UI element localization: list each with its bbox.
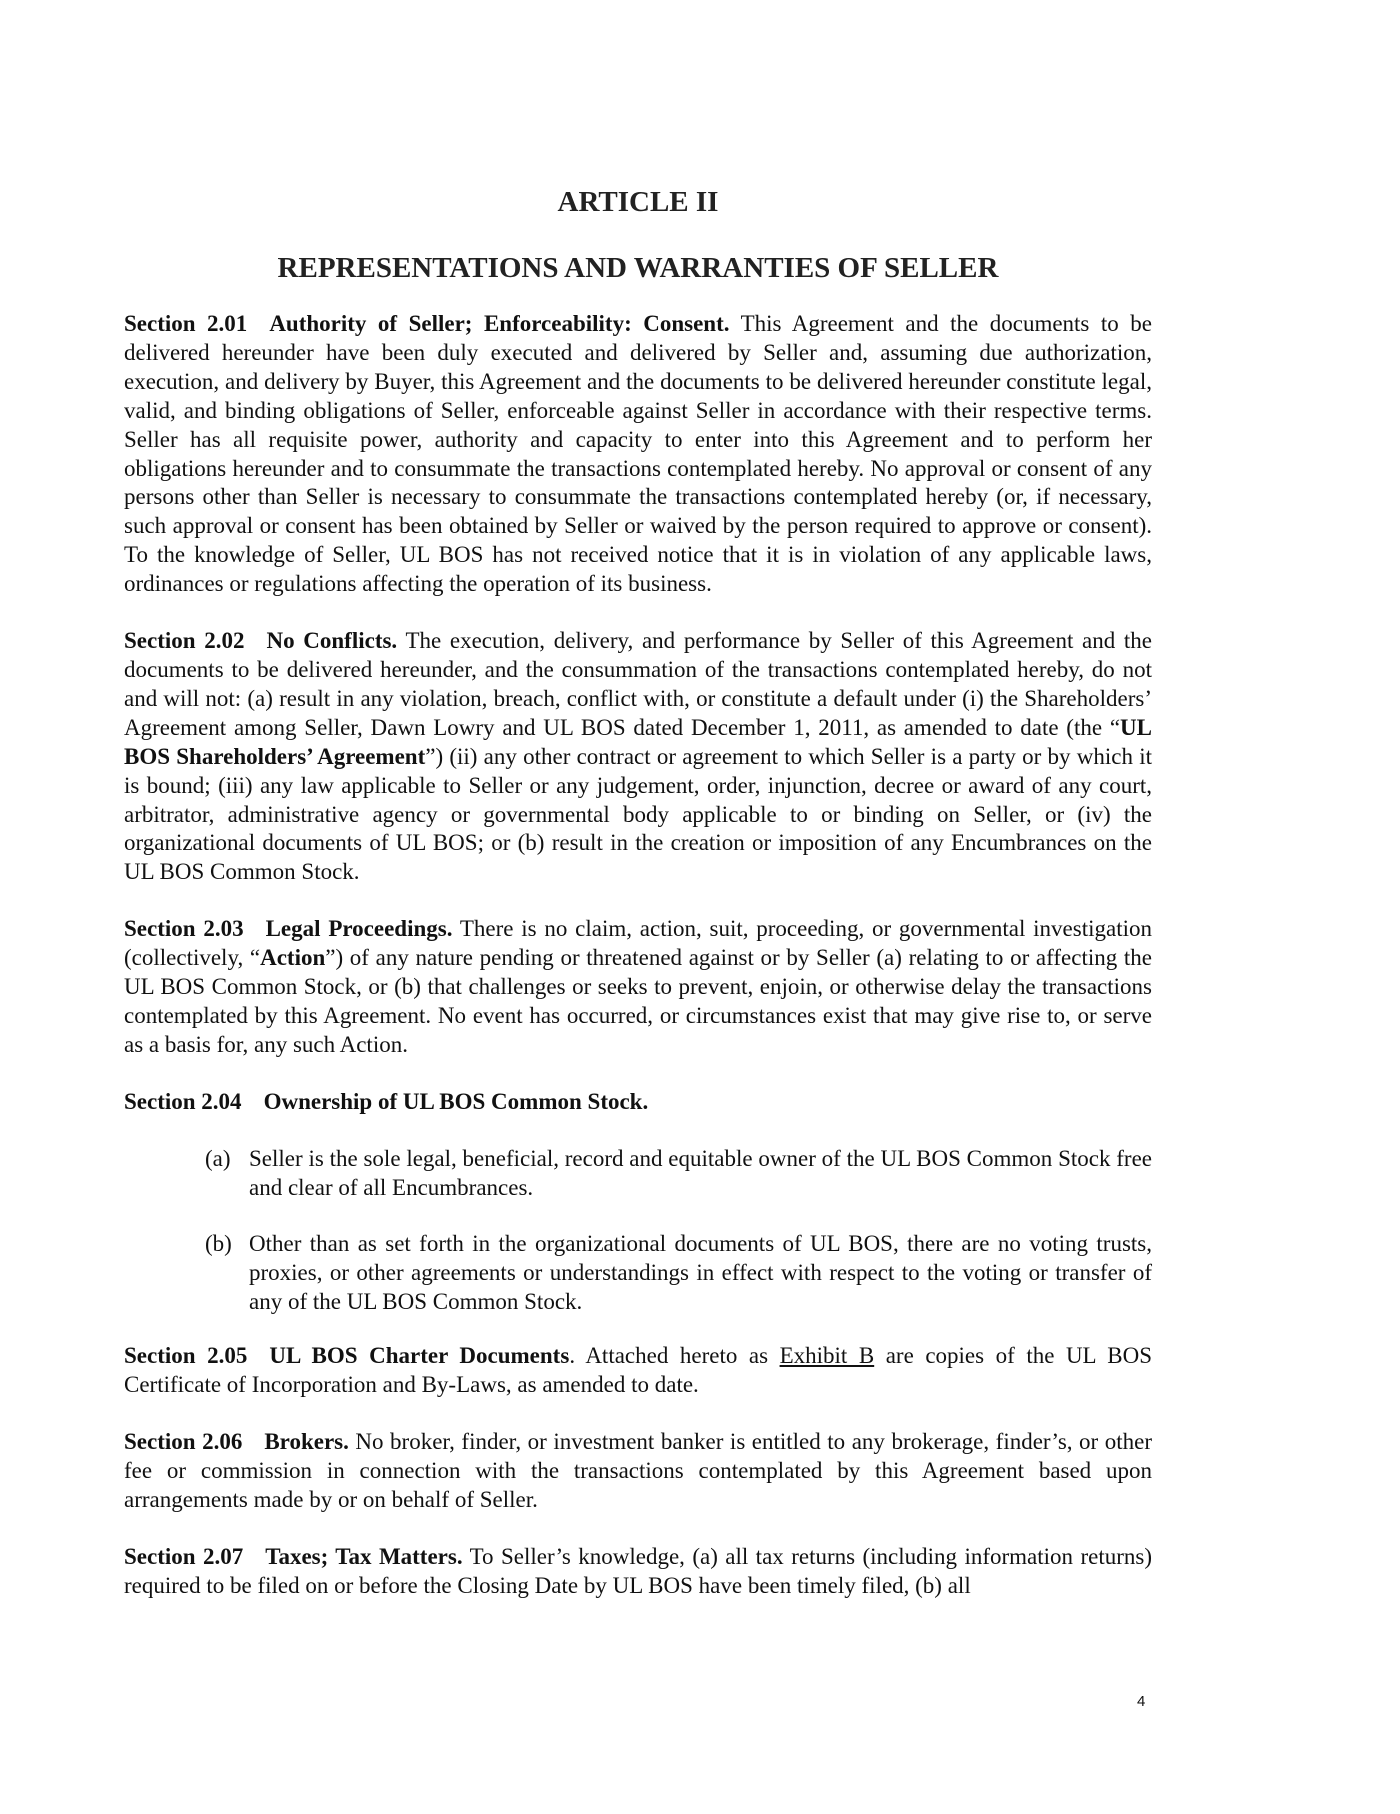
exhibit-reference: Exhibit B <box>779 1343 875 1369</box>
section-body-part-2: are copies of the UL BOS Certificate of Incorporation and By-Laws, as amended to date. <box>124 1343 1153 1398</box>
document-page <box>124 185 1152 1624</box>
defined-term: UL BOS Shareholders’ Agreement <box>124 714 1152 769</box>
list-item-label: (a) <box>205 1145 231 1171</box>
list-item-label: (b) <box>205 1231 232 1257</box>
article-subtitle: REPRESENTATIONS AND WARRANTIES OF SELLER <box>277 252 999 284</box>
section-body: No broker, finder, or investment banker is entitled to any brokerage, finder’s, or other fee or commission in connection with the transactions contemplated by this Agreement based upon arrangements made by or on behalf of Seller. <box>124 1429 1152 1512</box>
section-2-05 <box>124 1342 1152 1400</box>
section-2-04 <box>124 1088 1152 1117</box>
section-2-07 <box>124 1543 1152 1601</box>
section-2-02 <box>124 627 1152 887</box>
section-2-03 <box>124 915 1152 1060</box>
section-title: Legal Proceedings. <box>265 916 453 942</box>
section-number: Section 2.01 <box>124 311 248 336</box>
section-number: Section 2.02 <box>124 628 245 654</box>
section-title: Brokers. <box>264 1429 349 1454</box>
section-2-06 <box>124 1428 1152 1515</box>
list-item-b <box>124 1230 1152 1317</box>
list-item-text: Other than as set forth in the organizational documents of UL BOS, there are no voting trusts, proxies, or other agreements or understandings in effect with respect to the voting or transfer of any of the UL BOS Common Stock. <box>249 1231 1152 1315</box>
list-item-text: Seller is the sole legal, beneficial, record and equitable owner of the UL BOS Common Stock free and clear of all Encumbrances. <box>249 1145 1152 1200</box>
section-title: Taxes; Tax Matters. <box>265 1543 463 1569</box>
section-body-part-1: There is no claim, action, suit, proceeding, or governmental investigation (collectively, “ <box>124 916 1152 971</box>
section-title: Authority of Seller; Enforceability: Consent. <box>269 311 730 336</box>
section-number: Section 2.04 <box>124 1088 242 1114</box>
defined-term: Action <box>260 945 326 971</box>
section-number: Section 2.03 <box>124 916 244 942</box>
section-body-part-1: . Attached hereto as <box>569 1343 780 1369</box>
section-title: No Conflicts. <box>266 628 398 654</box>
section-body: To Seller’s knowledge, (a) all tax returns (including information returns) required to be filed on or before the Closing Date by UL BOS have been timely filed, (b) all <box>124 1543 1152 1598</box>
section-body-part-2: ”) of any nature pending or threatened against or by Seller (a) relating to or affecting the UL BOS Common Stock, or (b) that challenges or seeks to prevent, enjoin, or otherwise delay the transactions contemplated by this Agreement. No event has occurred, or circumstances exist that may give rise to, or serve as a basis for, any such Action. <box>124 945 1152 1057</box>
section-number: Section 2.05 <box>124 1343 248 1369</box>
section-body-part-2: ”) (ii) any other contract or agreement to which Seller is a party or by which it is bound; (iii) any law applicable to Seller or any judgement, order, injunction, decree or award of any court, arbitrator, administrative agency or governmental body applicable to or binding on Seller, or (iv) the organizational documents of UL BOS; or (b) result in the creation or imposition of any Encumbrances on the UL BOS Common Stock. <box>124 743 1152 885</box>
page-number: 4 <box>1137 1693 1146 1710</box>
section-number: Section 2.07 <box>124 1543 244 1569</box>
section-number: Section 2.06 <box>124 1429 243 1454</box>
article-title: ARTICLE II <box>557 186 719 218</box>
section-title: UL BOS Charter Documents <box>269 1343 570 1369</box>
section-body: This Agreement and the documents to be delivered hereunder have been duly executed and delivered by Seller and, assuming due authorization, execution, and delivery by Buyer, this Agreement and the documents to be delivered hereunder constitute legal, valid, and binding obligations of Seller, enforceable against Seller in accordance with their respective terms. Seller has all requisite power, authority and capacity to enter into this Agreement and to perform her obligations hereunder and to consummate the transactions contemplated hereby. No approval or consent of any persons other than Seller is necessary to consummate the transactions contemplated hereby (or, if necessary, such approval or consent has been obtained by Seller or waived by the person required to approve or consent). To the knowledge of Seller, UL BOS has not received notice that it is in violation of any applicable laws, ordinances or regulations affecting the operation of its business. <box>124 311 1152 597</box>
section-2-01 <box>124 310 1152 599</box>
section-body-part-1: The execution, delivery, and performance by Seller of this Agreement and the documents to be delivered hereunder, and the consummation of the transactions contemplated hereby, do not and will not: (a) result in any violation, breach, conflict with, or constitute a default under (i) the Shareholders’ Agreement among Seller, Dawn Lowry and UL BOS dated December 1, 2011, as amended to date (the “ <box>124 628 1152 740</box>
list-item-a <box>124 1145 1152 1203</box>
section-title: Ownership of UL BOS Common Stock. <box>263 1088 649 1114</box>
